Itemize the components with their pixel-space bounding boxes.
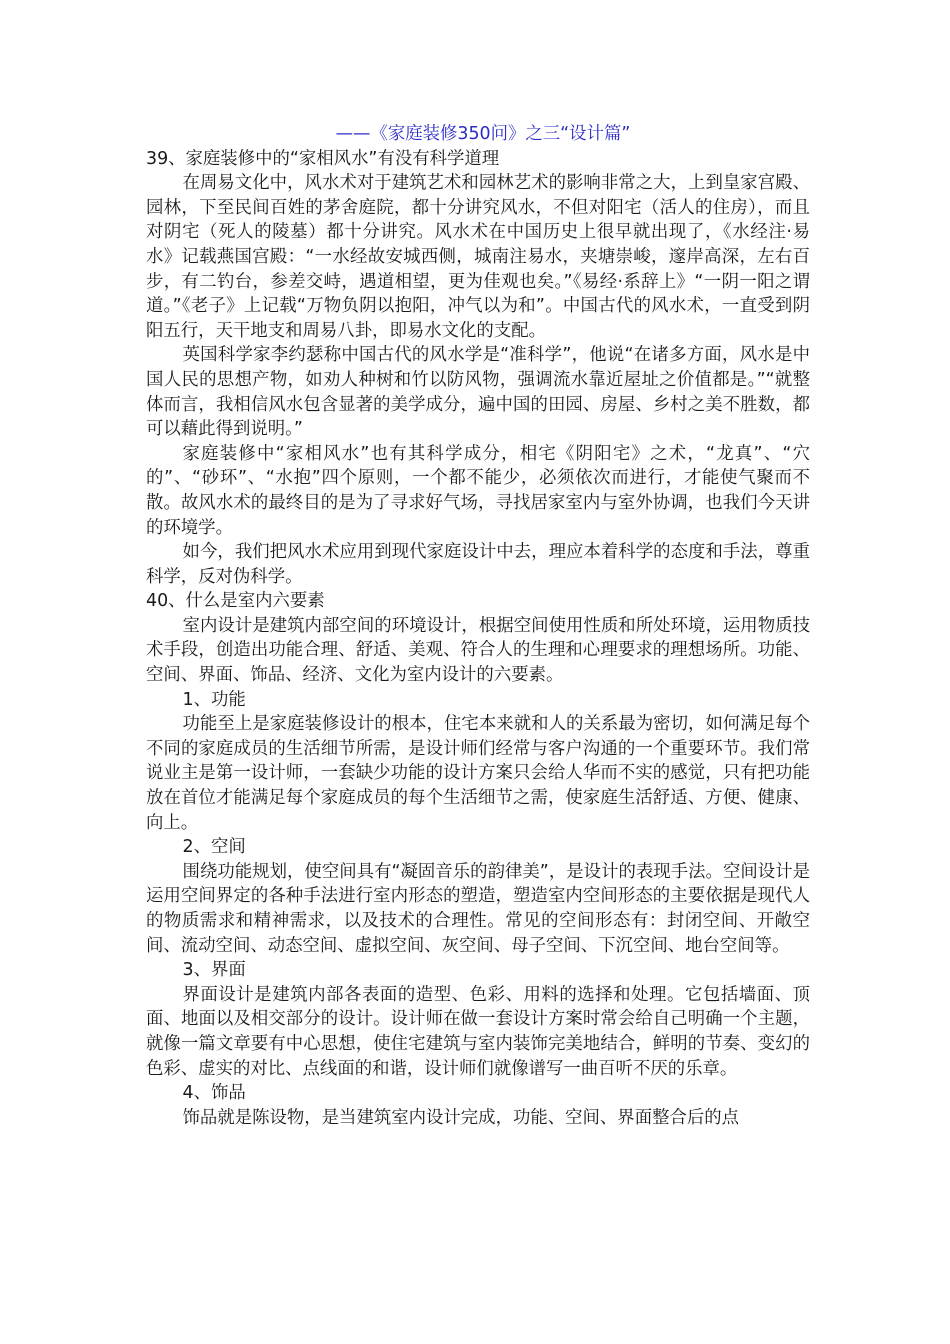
paragraph: 英国科学家李约瑟称中国古代的风水学是“准科学”，他说“在诸多方面，风水是中国人民的思想产物，如劝人种树和竹以防风物，强调流水靠近屋址之价值都是。”“就整体而言，我相信风水包含显著的美学成分，遍中国的田园、房屋、乡村之美不胜数，都可以藉此得到说明。”: [146, 345, 810, 440]
item-heading-function: 1、功能: [182, 689, 246, 710]
document-page: [146, 122, 810, 1130]
paragraph: 饰品就是陈设物，是当建筑室内设计完成，功能、空间、界面整合后的点: [182, 1107, 740, 1128]
paragraph: 界面设计是建筑内部各表面的造型、色彩、用料的选择和处理。它包括墙面、顶面、地面以及相交部分的设计。设计师在做一套设计方案时常会给自己明确一个主题，就像一篇文章要有中心思想，使住宅建筑与室内装饰完美地结合，鲜明的节奏、变幻的色彩、虚实的对比、点线面的和谐，设计师们就像谱写一曲百听不厌的乐章。: [146, 984, 810, 1079]
section-40: [146, 589, 810, 1130]
section-heading: 40、什么是室内六要素: [146, 591, 325, 612]
paragraph: 围绕功能规划，使空间具有“凝固音乐的韵律美”，是设计的表现手法。空间设计是运用空间界定的各种手法进行室内形态的塑造，塑造室内空间形态的主要依据是现代人的物质需求和精神需求，以及技术的合理性。常见的空间形态有：封闭空间、开敞空间、流动空间、动态空间、虚拟空间、灰空间、母子空间、下沉空间、地台空间等。: [146, 861, 810, 956]
document-title: ——《家庭装修350问》之三“设计篇”: [335, 124, 631, 144]
paragraph: 家庭装修中“家相风水”也有其科学成分，相宅《阴阳宅》之术，“龙真”、“穴的”、“砂环”、“水抱”四个原则，一个都不能少，必须依次而进行，才能使气聚而不散。故风水术的最终目的是为了寻求好气场，寻找居家室内与室外协调，也我们今天讲的环境学。: [146, 443, 810, 538]
section-heading: 39、家庭装修中的“家相风水”有没有科学道理: [146, 148, 500, 169]
paragraph: 在周易文化中，风水术对于建筑艺术和园林艺术的影响非常之大，上到皇家宫殿、园林，下至民间百姓的茅舍庭院，都十分讲究风水，不但对阳宅（活人的住房），而且对阴宅（死人的陵墓）都十分讲究。风水术在中国历史上很早就出现了，《水经注·易水》记载燕国宫殿：“一水经故安城西侧，城南注易水，夹塘崇峻，邃岸高深，左右百步，有二钓台，参差交峙，遇道相望，更为佳观也矣。”《易经·系辞上》“一阴一阳之谓道。”《老子》上记载“万物负阴以抱阳，冲气以为和”。中国古代的风水术，一直受到阴阳五行，天干地支和周易八卦，即易水文化的支配。: [146, 173, 810, 341]
paragraph: 如今，我们把风水术应用到现代家庭设计中去，理应本着科学的态度和手法，尊重科学，反对伪科学。: [146, 542, 810, 587]
item-heading-interface: 3、界面: [182, 960, 246, 981]
paragraph: 功能至上是家庭装修设计的根本，住宅本来就和人的关系最为密切，如何满足每个不同的家庭成员的生活细节所需，是设计师们经常与客户沟通的一个重要环节。我们常说业主是第一设计师，一套缺少功能的设计方案只会给人华而不实的感觉，只有把功能放在首位才能满足每个家庭成员的每个生活细节之需，使家庭生活舒适、方便、健康、向上。: [146, 714, 810, 833]
paragraph: 室内设计是建筑内部空间的环境设计，根据空间使用性质和所处环境，运用物质技术手段，创造出功能合理、舒适、美观、符合人的生理和心理要求的理想场所。功能、空间、界面、饰品、经济、文化为室内设计的六要素。: [146, 615, 810, 686]
section-39: [146, 147, 810, 590]
item-heading-ornament: 4、饰品: [182, 1083, 246, 1104]
item-heading-space: 2、空间: [182, 837, 246, 858]
